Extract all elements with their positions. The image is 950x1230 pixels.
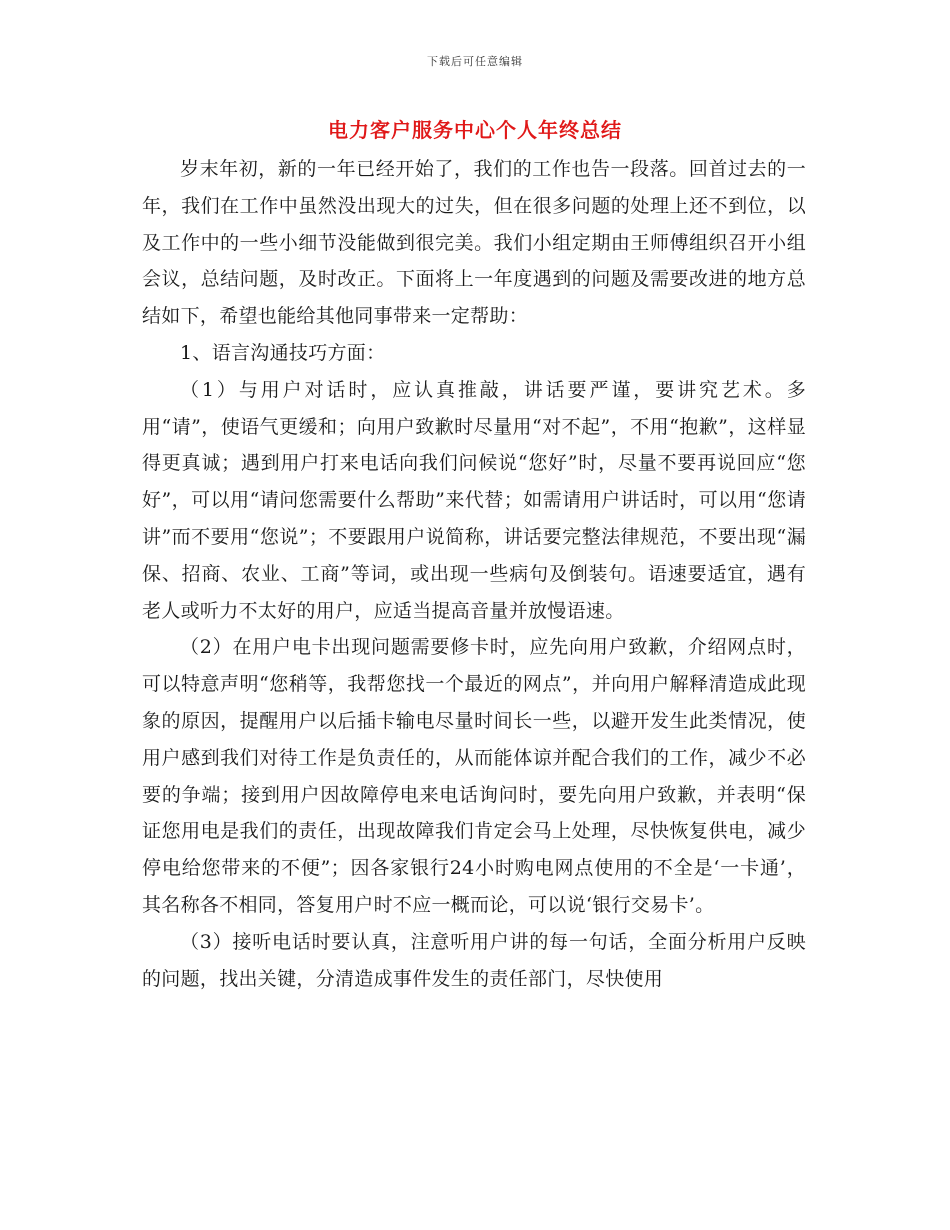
paragraph-item-2: （2）在用户电卡出现问题需要修卡时，应先向用户致歉，介绍网点时，可以特意声明“您稍等，我帮您找一个最近的网点”，并向用户解释清造成此现象的原因，提醒用户以后插卡输电尽量时间长一些，以避开发生此类情况，使用户感到我们对待工作是负责任的，从而能体谅并配合我们的工作，减少不必要的争端；接到用户因故障停电来电话询问时，要先向用户致歉，并表明“保证您用电是我们的责任，出现故障我们肯定会马上处理，尽快恢复供电，减少停电给您带来的不便”；因各家银行24小时购电网点使用的不全是‘一卡通’，其名称各不相同，答复用户时不应一概而论，可以说‘银行交易卡’。 (142, 636, 806, 916)
paragraph-section-heading: 1、语言沟通技巧方面： (180, 341, 386, 364)
document-title: 电力客户服务中心个人年终总结 (328, 118, 622, 142)
paragraph-item-1: （1）与用户对话时，应认真推敲，讲话要严谨，要讲究艺术。多用“请”，使语气更缓和；向用户致歉时尽量用“对不起”，不用“抱歉”，这样显得更真诚；遇到用户打来电话向我们问候说“您好”时，尽量不要再说回应“您好”，可以用“请问您需要什么帮助”来代替；如需请用户讲话时，可以用“您请讲”而不要用“您说”；不要跟用户说简称，讲话要完整法律规范，不要出现“漏保、招商、农业、工商”等词，或出现一些病句及倒装句。语速要适宜，遇有老人或听力不太好的用户，应适当提高音量并放慢语速。 (142, 378, 806, 622)
paragraph-item-3: （3）接听电话时要认真，注意听用户讲的每一句话，全面分析用户反映的问题，找出关键，分清造成事件发生的责任部门，尽快使用 (142, 930, 806, 990)
paragraph-intro: 岁末年初，新的一年已经开始了，我们的工作也告一段落。回首过去的一年，我们在工作中虽然没出现大的过失，但在很多问题的处理上还不到位，以及工作中的一些小细节没能做到很完美。我们小组定期由王师傅组织召开小组会议，总结问题，及时改正。下面将上一年度遇到的问题及需要改进的地方总结如下，希望也能给其他同事带来一定帮助： (142, 158, 806, 328)
document-body (142, 151, 806, 997)
page-header: 下载后可任意编辑 (427, 55, 523, 68)
